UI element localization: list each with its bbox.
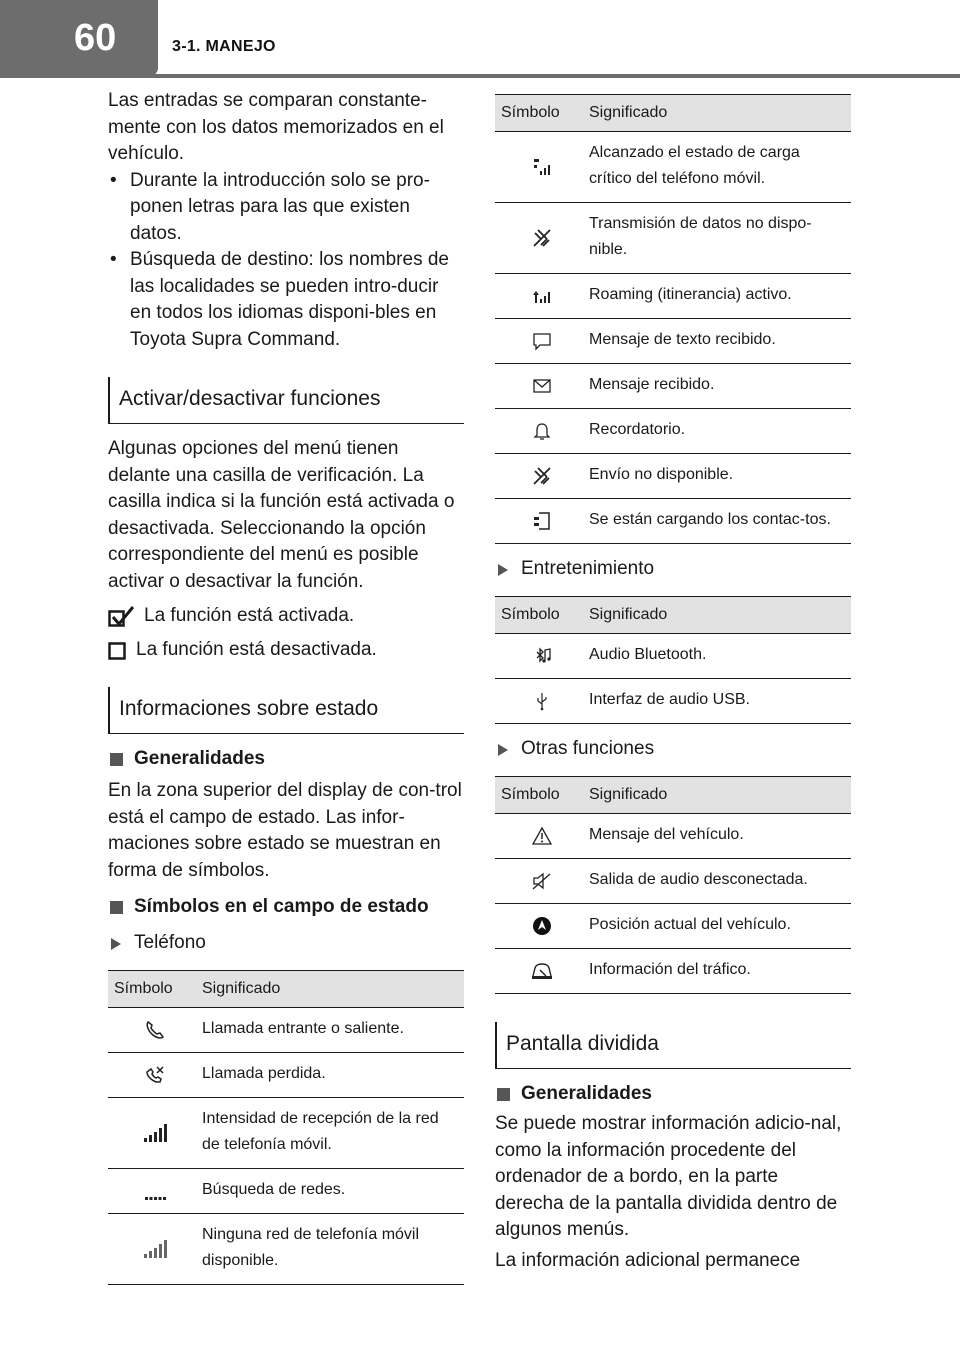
table-row: [495, 274, 851, 319]
table-row: [495, 634, 851, 679]
checked-row: [108, 603, 464, 629]
page-header: [0, 0, 960, 80]
entertainment-symbol-table: [495, 596, 851, 724]
row-text: Recordatorio.: [589, 409, 851, 454]
triangle-bullet-icon: [111, 938, 121, 950]
table-row: [108, 1053, 464, 1098]
column-header-symbol: Símbolo: [108, 971, 202, 1008]
signal-strength-icon: [142, 1122, 168, 1144]
table-row: [495, 203, 851, 274]
row-text: Ninguna red de telefonía móvil disponible.: [202, 1214, 464, 1285]
phone-call-icon: [144, 1019, 166, 1041]
row-text: Información del tráfico.: [589, 949, 851, 994]
bluetooth-audio-icon: [531, 645, 553, 667]
section-heading-split-screen: Pantalla dividida: [495, 1022, 851, 1069]
triangle-bullet-icon: [498, 744, 508, 756]
table-row: [495, 409, 851, 454]
square-bullet-icon: [110, 753, 123, 766]
battery-critical-icon: [531, 156, 553, 178]
text-message-icon: [531, 330, 553, 352]
subheading-other-text: Otras funciones: [521, 738, 655, 759]
row-text: Transmisión de datos no dispo-nible.: [589, 203, 851, 274]
subheading-other: [495, 736, 851, 762]
column-header-meaning: Significado: [589, 95, 851, 132]
column-header-meaning: Significado: [589, 597, 851, 634]
table-row: [108, 1169, 464, 1214]
row-text: Audio Bluetooth.: [589, 634, 851, 679]
missed-call-icon: [144, 1064, 166, 1086]
bullet-item: • Búsqueda de destino: los nombres de las localidades se pueden intro-ducir en todos los idiomas disponi-bles en Toyota Supra Command.: [108, 247, 464, 353]
table-row: [108, 1214, 464, 1285]
split-paragraph: Se puede mostrar información adicio-nal, como la información procedente del ordenador de a bordo, en la parte derecha de la pantalla dividida dentro de algunos menús.: [495, 1113, 842, 1240]
subheading-phone-text: Teléfono: [134, 932, 206, 953]
subheading-symbols-text: Símbolos en el campo de estado: [134, 896, 429, 917]
table-row: [495, 364, 851, 409]
phone-symbol-table-continued: [495, 94, 851, 544]
row-text: Roaming (itinerancia) activo.: [589, 274, 851, 319]
intro-paragraph: Las entradas se comparan constante-mente con los datos memorizados en el vehículo.: [108, 90, 444, 164]
unchecked-row: [108, 637, 464, 663]
table-row: [495, 679, 851, 724]
table-header-row: [495, 95, 851, 132]
table-row: [495, 132, 851, 203]
row-text: Mensaje recibido.: [589, 364, 851, 409]
row-text: Se están cargando los contac-tos.: [589, 499, 851, 544]
right-column: [495, 94, 851, 1274]
subheading-phone: [108, 930, 464, 956]
subheading-general-text: Generalidades: [134, 748, 265, 769]
table-header-row: [495, 597, 851, 634]
other-symbol-table: [495, 776, 851, 994]
table-row: [495, 949, 851, 994]
send-unavailable-icon: [531, 465, 553, 487]
table-row: [495, 904, 851, 949]
subheading-entertainment-text: Entretenimiento: [521, 558, 655, 579]
table-row: [108, 1008, 464, 1053]
data-unavailable-icon: [531, 227, 553, 249]
row-text: Búsqueda de redes.: [202, 1169, 464, 1214]
no-network-icon: [142, 1238, 168, 1260]
contacts-loading-icon: [531, 510, 553, 532]
split-last-line: La información adicional permanece: [495, 1249, 801, 1271]
table-row: [495, 319, 851, 364]
envelope-icon: [531, 375, 553, 397]
activate-paragraph: Algunas opciones del menú tienen delante una casilla de verificación. La casilla indica si la función está activada o desactivada. Seleccionando la opción correspondiente del menú es posible activar o desactivar la función.: [108, 438, 455, 592]
position-icon: [531, 915, 553, 937]
subheading-entertainment: [495, 556, 851, 582]
chapter-title: 3-1. MANEJO: [172, 38, 276, 55]
column-header-meaning: Significado: [589, 777, 851, 814]
bullet-item: • Durante la introducción solo se pro-ponen letras para las que existen datos.: [108, 168, 464, 248]
table-header-row: [495, 777, 851, 814]
subheading-general-split-text: Generalidades: [521, 1083, 652, 1104]
header-rule: [0, 74, 960, 78]
table-row: [495, 859, 851, 904]
table-header-row: [108, 971, 464, 1008]
row-text: Mensaje del vehículo.: [589, 814, 851, 859]
table-row: [495, 454, 851, 499]
network-search-icon: [143, 1180, 167, 1202]
square-bullet-icon: [497, 1088, 510, 1101]
subheading-general: [108, 746, 464, 772]
usb-icon: [531, 690, 553, 712]
column-header-symbol: Símbolo: [495, 777, 589, 814]
traffic-icon: [530, 960, 554, 982]
column-header-symbol: Símbolo: [495, 95, 589, 132]
triangle-bullet-icon: [498, 564, 508, 576]
bell-icon: [531, 420, 553, 442]
phone-symbol-table: [108, 970, 464, 1285]
checkbox-unchecked-icon: [108, 639, 128, 661]
row-text: Envío no disponible.: [589, 454, 851, 499]
row-text: Interfaz de audio USB.: [589, 679, 851, 724]
left-column: [108, 88, 464, 1285]
row-text: Salida de audio desconectada.: [589, 859, 851, 904]
page-number: 60: [0, 0, 158, 76]
bullet-list: [108, 168, 464, 354]
unchecked-text: La función está desactivada.: [136, 639, 377, 660]
row-text: Alcanzado el estado de carga crítico del teléfono móvil.: [589, 132, 851, 203]
general-paragraph: En la zona superior del display de con-trol está el campo de estado. Las infor-maciones sobre estado se muestran en forma de símbolos.: [108, 780, 462, 881]
column-header-symbol: Símbolo: [495, 597, 589, 634]
row-text: Llamada perdida.: [202, 1053, 464, 1098]
checked-text: La función está activada.: [144, 605, 355, 626]
warning-triangle-icon: [531, 825, 553, 847]
roaming-icon: [531, 285, 553, 307]
row-text: Mensaje de texto recibido.: [589, 319, 851, 364]
section-heading-activate: Activar/desactivar funciones: [108, 377, 464, 424]
subheading-general-split: [495, 1081, 851, 1107]
row-text: Posición actual del vehículo.: [589, 904, 851, 949]
square-bullet-icon: [110, 901, 123, 914]
speaker-off-icon: [531, 870, 553, 892]
checkbox-checked-icon: [108, 605, 136, 627]
row-text: Intensidad de recepción de la red de telefonía móvil.: [202, 1098, 464, 1169]
table-row: [108, 1098, 464, 1169]
row-text: Llamada entrante o saliente.: [202, 1008, 464, 1053]
column-header-meaning: Significado: [202, 971, 464, 1008]
section-heading-status: Informaciones sobre estado: [108, 687, 464, 734]
subheading-symbols: [108, 894, 464, 920]
table-row: [495, 814, 851, 859]
table-row: [495, 499, 851, 544]
